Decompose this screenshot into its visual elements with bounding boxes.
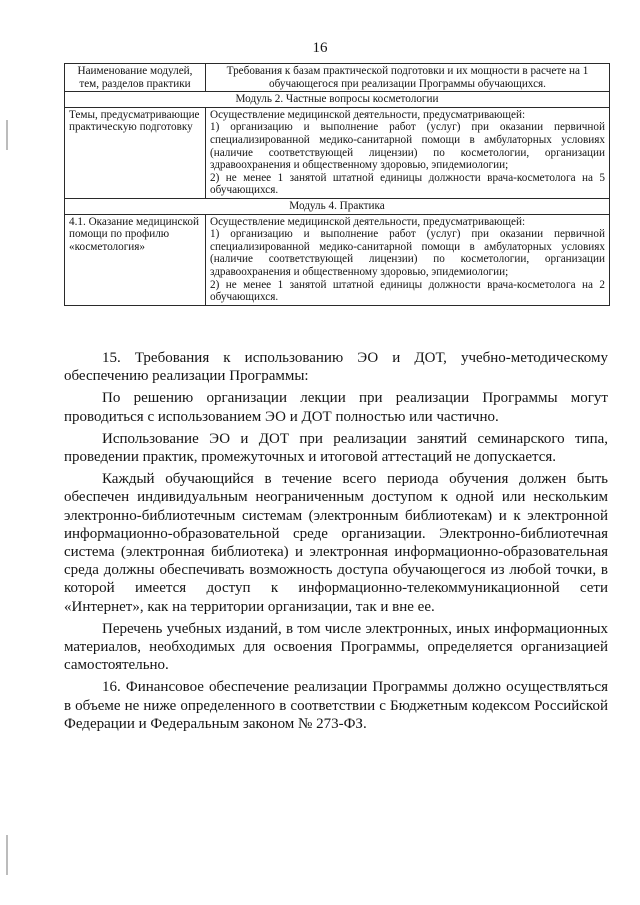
requirement-line: 1) организацию и выполнение работ (услуг) при оказании первичной специализированной медико-санитарной помощи в амбулаторных условиях (наличие соответствующей лицензии) по косметологии, организации здравоохранения и общественному здоровью, эпидемиологии; bbox=[210, 228, 605, 278]
header-col-modules: Наименование модулей, тем, разделов практики bbox=[65, 64, 206, 92]
document-body bbox=[64, 349, 608, 733]
table-module-row bbox=[65, 198, 610, 214]
requirement-line: 2) не менее 1 занятой штатной единицы должности врача-косметолога на 5 обучающихся. bbox=[210, 171, 605, 197]
paragraph: Перечень учебных изданий, в том числе электронных, иных информационных материалов, необходимых для освоения Программы, определяется организацией самостоятельно. bbox=[64, 620, 608, 674]
requirement-line: Осуществление медицинской деятельности, предусматривающей: bbox=[210, 108, 526, 121]
module-4-requirements bbox=[206, 214, 610, 305]
table-row bbox=[65, 214, 610, 305]
requirement-line: Осуществление медицинской деятельности, предусматривающей: bbox=[210, 215, 526, 228]
scan-edge-mark bbox=[6, 835, 8, 875]
header-col-requirements: Требования к базам практической подготовки и их мощности в расчете на 1 обучающегося при реализации Программы обучающихся. bbox=[206, 64, 610, 92]
module-4-title: Модуль 4. Практика bbox=[65, 198, 610, 214]
practice-requirements-table bbox=[64, 63, 610, 306]
module-2-title: Модуль 2. Частные вопросы косметологии bbox=[65, 92, 610, 108]
requirement-line: 1) организацию и выполнение работ (услуг) при оказании первичной специализированной медико-санитарной помощи в амбулаторных условиях (наличие соответствующей лицензии) по косметологии, организации здравоохранения и общественному здоровью, эпидемиологии; bbox=[210, 121, 605, 172]
table-row bbox=[65, 107, 610, 198]
paragraph: По решению организации лекции при реализации Программы могут проводиться с использованием ЭО и ДОТ полностью или частично. bbox=[64, 390, 608, 425]
module-2-requirements bbox=[206, 107, 610, 198]
section-16-paragraph: 16. Финансовое обеспечение реализации Программы должно осуществляться в объеме не ниже определенного в соответствии с Бюджетным кодексом Российской Федерации и Федеральным законом № 273-ФЗ. bbox=[64, 679, 608, 732]
section-15-heading: 15. Требования к использованию ЭО и ДОТ, учебно-методическому обеспечению реализации Программы: bbox=[64, 350, 608, 385]
paragraph: Каждый обучающийся в течение всего периода обучения должен быть обеспечен индивидуальным неограниченным доступом к одной или нескольким электронно-библиотечным системам (электронным библиотекам) и к электронной информационно-образовательной среде организации. Электронно-библиотечная система (электронная библиотека) и электронная информационно-образовательная среда должны обеспечивать возможность доступа обучающегося из любой точки, в которой имеется доступ к информационно-телекоммуникационной сети «Интернет», как на территории организации, так и вне ее. bbox=[64, 471, 608, 615]
page-number: 16 bbox=[312, 40, 328, 56]
table-module-row bbox=[65, 92, 610, 108]
table-header-row bbox=[65, 64, 610, 92]
module-4-topic: 4.1. Оказание медицинской помощи по профилю «косметология» bbox=[65, 214, 206, 305]
scan-edge-mark bbox=[6, 120, 8, 150]
requirement-line: 2) не менее 1 занятой штатной единицы должности врача-косметолога на 2 обучающихся. bbox=[210, 278, 605, 304]
module-2-topic: Темы, предусматривающие практическую подготовку bbox=[65, 107, 206, 198]
paragraph: Использование ЭО и ДОТ при реализации занятий семинарского типа, проведении практик, промежуточных и итоговой аттестаций не допускается. bbox=[64, 430, 608, 466]
